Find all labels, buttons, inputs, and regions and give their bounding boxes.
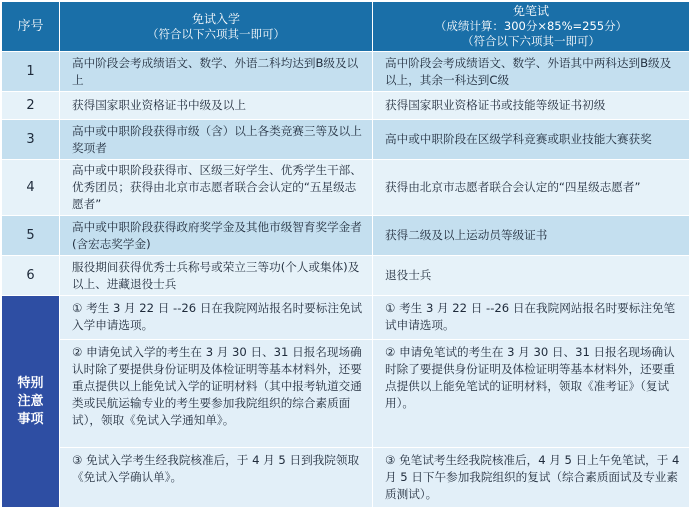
- note-exempt-written: ① 考生 3 月 22 日 --26 日在我院网站报名时要标注免笔试申请选项。: [373, 296, 690, 340]
- special-notes-text: 特别注意事项: [17, 375, 44, 427]
- header-exempt-title: 免试入学: [191, 11, 240, 26]
- note-row: [2, 340, 690, 448]
- header-written-subtitle: （符合以下六项其一即可）: [462, 34, 600, 48]
- note-exempt-admission: ② 申请免试入学的考生在 3 月 30 日、31 日报名现场确认时除了要提供身份证明及体检证明等基本材料外，还要重点提供以上能免试入学的证明材料（其中报考轨道交通类或民航运输专业的考生要参加我院组织的综合素质面试），领取《免试入学通知单》。: [60, 340, 373, 448]
- exempt-written-criterion: 获得国家职业资格证书或技能等级证书初级: [373, 92, 690, 120]
- note-row: [2, 296, 690, 340]
- table-row: [2, 92, 690, 120]
- exempt-written-criterion: 获得由北京市志愿者联合会认定的“四星级志愿者”: [373, 160, 690, 216]
- exempt-admission-criterion: 高中阶段会考成绩语文、数学、外语二科均达到B级及以上: [60, 52, 373, 92]
- header-exempt-written: [373, 2, 690, 52]
- row-number: 2: [2, 92, 60, 120]
- header-exempt-admission: [60, 2, 373, 52]
- table-row: [2, 256, 690, 296]
- header-exempt-subtitle: （符合以下六项其一即可）: [147, 26, 285, 41]
- header-row: [2, 2, 690, 52]
- row-number: 6: [2, 256, 60, 296]
- table-row: [2, 216, 690, 256]
- header-number: 序号: [2, 2, 60, 52]
- note-exempt-written: ③ 免笔试考生经我院核准后，4 月 5 日上午免笔试，于 4 月 5 日下午参加我院组织的复试（综合素质面试及专业素质测试）。: [373, 448, 690, 508]
- header-written-title: 免笔试: [512, 4, 549, 18]
- row-number: 1: [2, 52, 60, 92]
- special-notes-label: [2, 296, 60, 508]
- exempt-written-criterion: 获得二级及以上运动员等级证书: [373, 216, 690, 256]
- exempt-admission-criterion: 获得国家职业资格证书中级及以上: [60, 92, 373, 120]
- exempt-admission-criterion: 高中或中职阶段获得市级（含）以上各类竞赛三等及以上奖项者: [60, 120, 373, 160]
- exempt-admission-criterion: 高中或中职阶段获得政府奖学金及其他市级智育奖学金者(含宏志奖学金): [60, 216, 373, 256]
- note-exempt-admission: ③ 免试入学考生经我院核准后，于 4 月 5 日到我院领取《免试入学确认单》。: [60, 448, 373, 508]
- note-exempt-written: ② 申请免笔试的考生在 3 月 30 日、31 日报名现场确认时除了要提供身份证明及体检证明等基本材料外，还要重点提供以上能免笔试的证明材料，领取《准考证》（复试用）。: [373, 340, 690, 448]
- exempt-admission-criterion: 高中或中职阶段获得市、区级三好学生、优秀学生干部、优秀团员；获得由北京市志愿者联合会认定的“五星级志愿者”: [60, 160, 373, 216]
- row-number: 3: [2, 120, 60, 160]
- exempt-written-criterion: 高中阶段会考成绩语文、数学、外语其中两科达到B级及以上，其余一科达到C级: [373, 52, 690, 92]
- table-row: [2, 52, 690, 92]
- row-number: 5: [2, 216, 60, 256]
- table-row: [2, 120, 690, 160]
- exempt-written-criterion: 退役士兵: [373, 256, 690, 296]
- table-row: [2, 160, 690, 216]
- row-number: 4: [2, 160, 60, 216]
- header-written-score: （成绩计算：300分×85%=255分）: [434, 19, 628, 33]
- note-row: [2, 448, 690, 508]
- admission-table: [2, 2, 690, 508]
- exempt-written-criterion: 高中或中职阶段在区级学科竞赛或职业技能大赛获奖: [373, 120, 690, 160]
- note-exempt-admission: ① 考生 3 月 22 日 --26 日在我院网站报名时要标注免试入学申请选项。: [60, 296, 373, 340]
- exempt-admission-criterion: 服役期间获得优秀士兵称号或荣立三等功(个人或集体)及以上、进藏退役士兵: [60, 256, 373, 296]
